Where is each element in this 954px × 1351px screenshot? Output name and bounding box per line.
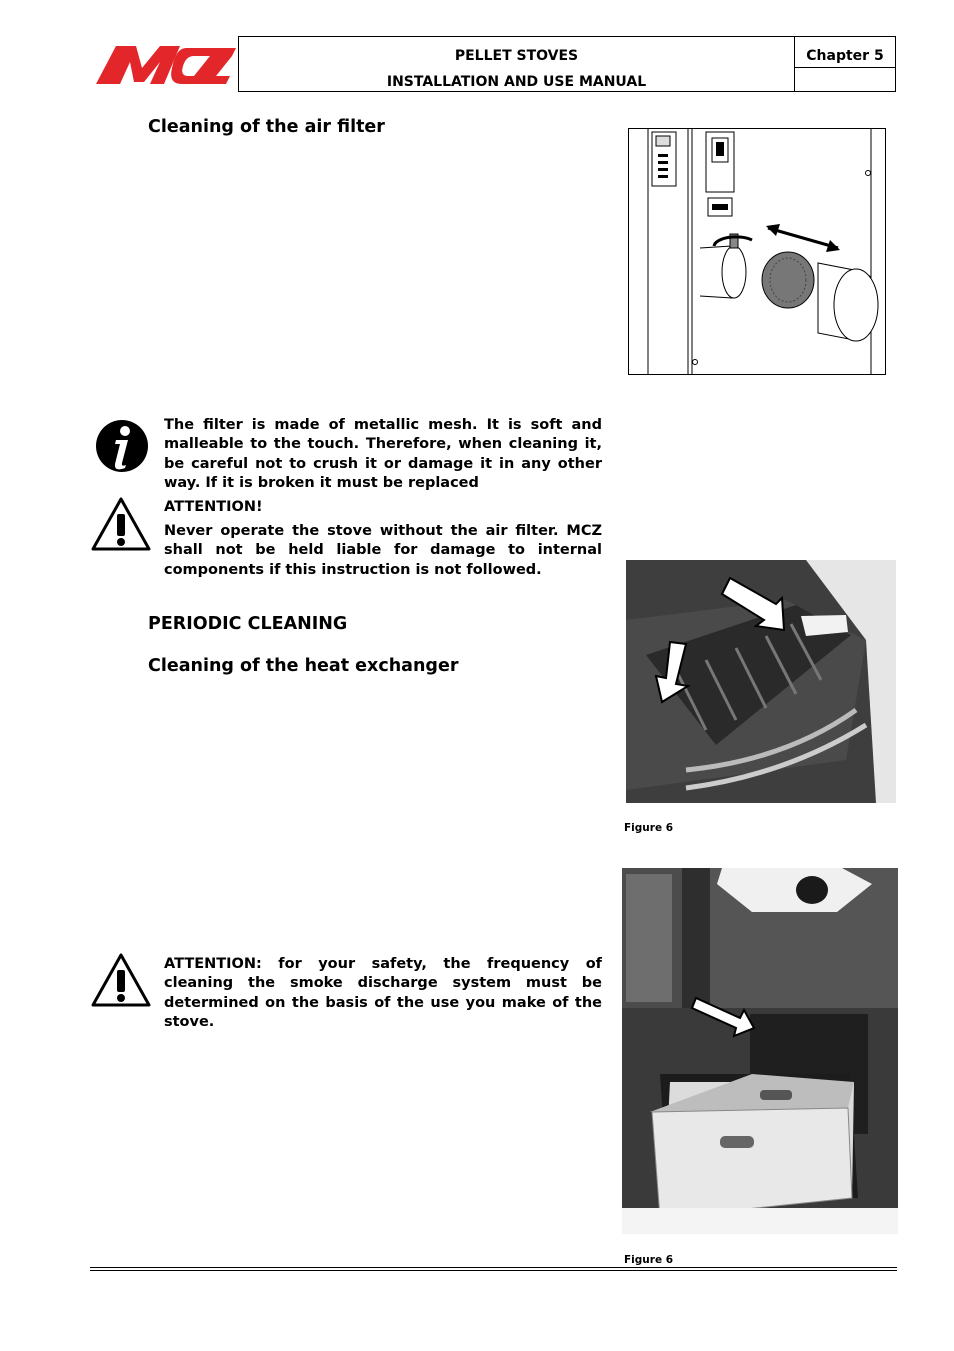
chapter-label: Chapter 5 [795, 37, 895, 68]
header-box [238, 36, 896, 92]
header-title-line2: INSTALLATION AND USE MANUAL [386, 74, 647, 90]
heat-exchanger-photo [626, 560, 896, 803]
footer-rule [90, 1267, 897, 1268]
safety-warning-icon [90, 952, 152, 1008]
attention-title: ATTENTION! [164, 499, 263, 515]
filter-info-note: The filter is made of metallic mesh. It is soft and malleable to the touch. Therefore, when cleaning it, be careful not to crush it or damage it in any other way. If it is broken it must be replaced [164, 417, 602, 492]
heat-exchanger-heading: Cleaning of the heat exchanger [148, 656, 459, 676]
safety-note: ATTENTION: for your safety, the frequency of cleaning the smoke discharge system must be determined on the basis of the use you make of the stove. [164, 956, 602, 1031]
figure-caption-2: Figure 6 [624, 1254, 674, 1266]
ash-drawer-photo [622, 868, 898, 1234]
header-title [239, 37, 795, 91]
figure-caption-1: Figure 6 [624, 822, 674, 834]
info-icon [94, 419, 150, 473]
footer-rule-double [90, 1270, 897, 1271]
periodic-cleaning-heading: PERIODIC CLEANING [148, 614, 348, 634]
warning-icon [90, 496, 152, 552]
air-filter-heading: Cleaning of the air filter [148, 117, 385, 137]
header-title-line1: PELLET STOVES [454, 48, 579, 64]
mcz-logo [90, 40, 236, 88]
air-filter-drawing [628, 128, 886, 375]
attention-note: Never operate the stove without the air filter. MCZ shall not be held liable for damage to internal components if this instruction is not followed. [164, 523, 602, 578]
